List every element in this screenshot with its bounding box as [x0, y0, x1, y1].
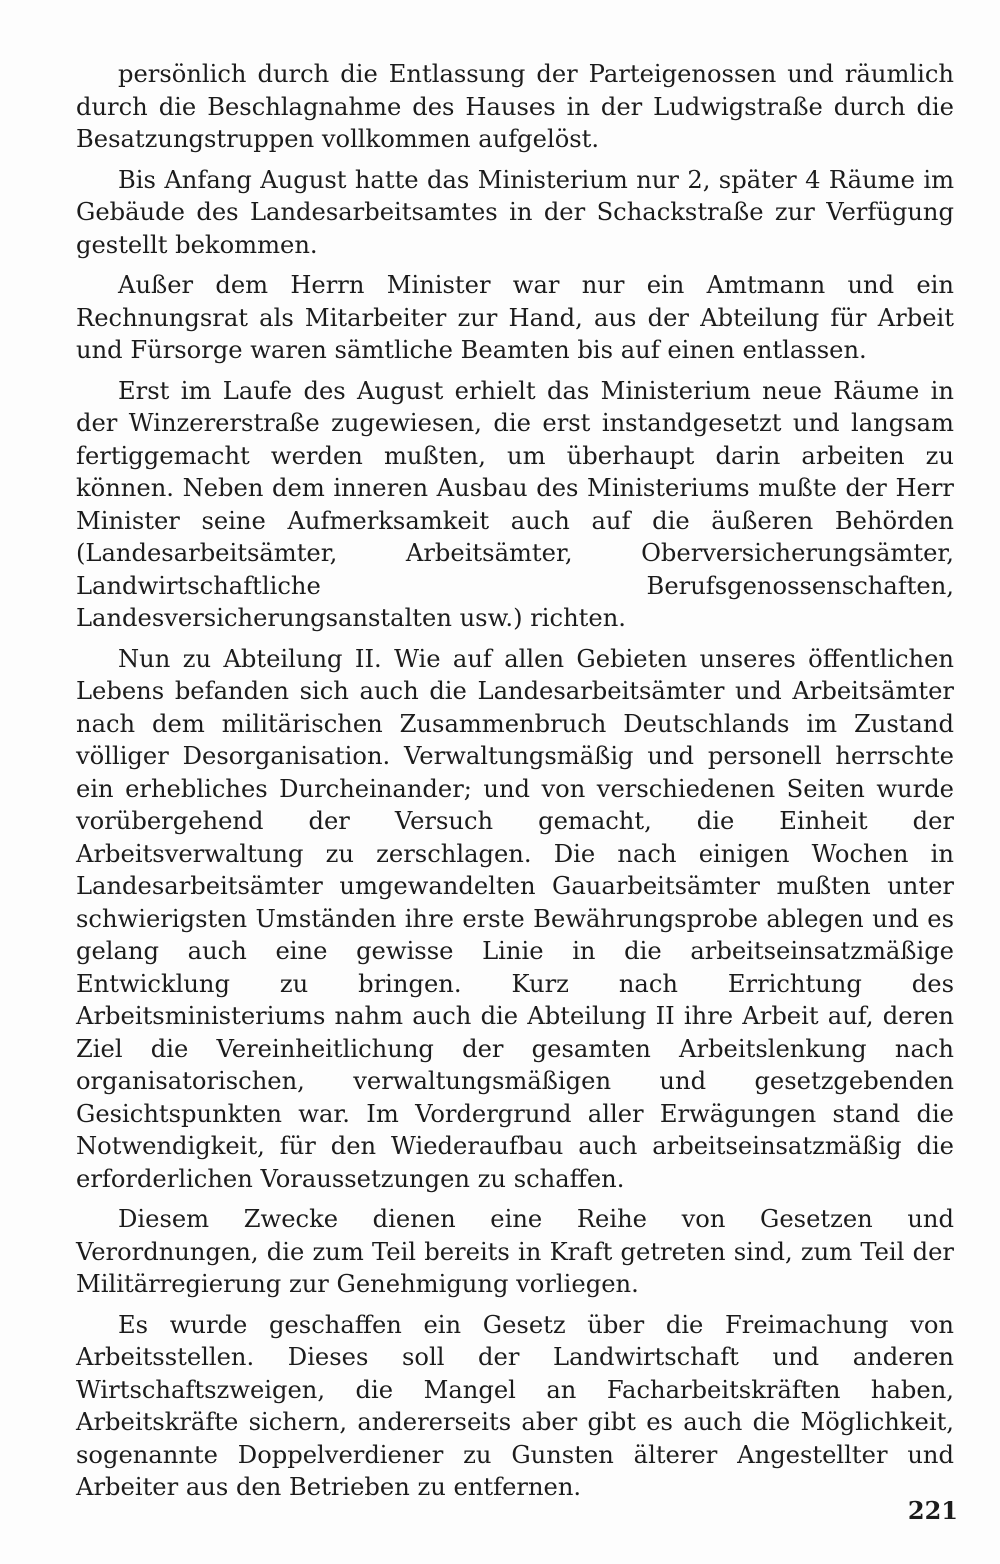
- body-text: [76, 58, 954, 1512]
- paragraph-5: Nun zu Abteilung II. Wie auf allen Gebieten unseres öffentlichen Lebens befanden sich auch die Landesarbeitsämter und Arbeitsämter nach dem militärischen Zusammenbruch Deutschlands im Zustand völliger Desorganisation. Verwaltungsmäßig und personell herrschte ein erhebliches Durcheinander; und von verschiedenen Seiten wurde vorübergehend der Versuch gemacht, die Einheit der Arbeitsverwaltung zu zerschlagen. Die nach einigen Wochen in Landesarbeitsämter umgewandelten Gauarbeitsämter mußten unter schwierigsten Umständen ihre erste Bewährungsprobe ablegen und es gelang auch eine gewisse Linie in die arbeitseinsatzmäßige Entwicklung zu bringen. Kurz nach Errichtung des Arbeitsministeriums nahm auch die Abteilung II ihre Arbeit auf, deren Ziel die Vereinheitlichung der gesamten Arbeitslenkung nach organisatorischen, verwaltungsmäßigen und gesetzgebenden Gesichtspunkten war. Im Vordergrund aller Erwägungen stand die Notwendigkeit, für den Wiederaufbau auch arbeitseinsatzmäßig die erforderlichen Voraussetzungen zu schaffen.: [76, 644, 954, 1193]
- paragraph-2: Bis Anfang August hatte das Ministerium nur 2, später 4 Räume im Gebäude des Landesarbeitsamtes in der Schackstraße zur Verfügung gestellt bekommen.: [76, 165, 954, 259]
- paragraph-6: Diesem Zwecke dienen eine Reihe von Gesetzen und Verordnungen, die zum Teil bereits in Kraft getreten sind, zum Teil der Militärregierung zur Genehmigung vorliegen.: [76, 1205, 954, 1298]
- paragraph-7: Es wurde geschaffen ein Gesetz über die Freimachung von Arbeitsstellen. Dieses soll der Landwirtschaft und anderen Wirtschaftszweigen, die Mangel an Facharbeitskräften haben, Arbeitskräfte sichern, andererseits aber gibt es auch die Möglichkeit, sogenannte Doppelverdiener zu Gunsten älterer Angestellter und Arbeiter aus den Betrieben zu entfernen.: [76, 1310, 954, 1501]
- paragraph-3: Außer dem Herrn Minister war nur ein Amtmann und ein Rechnungsrat als Mitarbeiter zur Hand, aus der Abteilung für Arbeit und Fürsorge waren sämtliche Beamten bis auf einen entlassen.: [76, 271, 954, 364]
- page-number: 221: [907, 1496, 958, 1525]
- paragraph-4: Erst im Laufe des August erhielt das Ministerium neue Räume in der Winzererstraße zugewiesen, die erst instandgesetzt und langsam fertiggemacht werden mußten, um überhaupt darin arbeiten zu können. Neben dem inneren Ausbau des Ministeriums mußte der Herr Minister seine Aufmerksamkeit auch auf die äußeren Behörden (Landesarbeitsämter, Arbeitsämter, Oberversicherungsämter, Landwirtschaftliche Berufsgenossenschaften, Landesversicherungsanstalten usw.) richten.: [76, 376, 954, 632]
- paragraph-1: persönlich durch die Entlassung der Parteigenossen und räumlich durch die Beschlagnahme des Hauses in der Ludwigstraße durch die Besatzungstruppen vollkommen aufgelöst.: [76, 60, 954, 153]
